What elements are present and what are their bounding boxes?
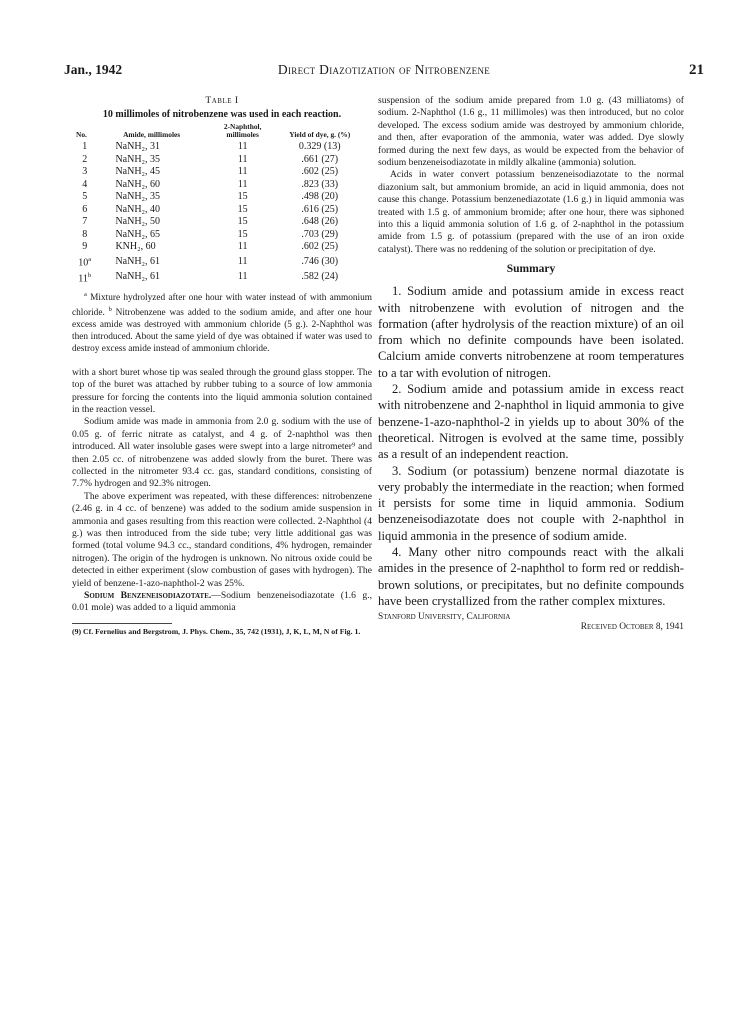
journal-date: Jan., 1942	[64, 62, 123, 77]
row-number	[72, 270, 97, 286]
row-number-text: 2	[82, 153, 88, 165]
row-footnote-mark: a	[88, 255, 92, 263]
yield-cell	[279, 270, 360, 286]
footnote-a: Mixture hydrolyzed after one hour with water instead of with ammonium chloride.	[72, 292, 372, 319]
yield-cell-text: .582 (24)	[301, 271, 339, 283]
results-table	[72, 122, 360, 286]
paragraph: Sodium amide was made in ammonia from 2.0 g. sodium with the use of 0.05 g. of ferric nitrate as catalyst, and 4 g. of 2-naphthol was then introduced. All water insoluble gases were swept into a large nitrometer⁹ and then 2.05 cc. of nitrobenzene was added slowly from the buret. There was collected in the nitrometer 93.4 cc. gas, standard conditions, consisting of 7.7% hydrogen and 92.3% nitrogen.	[72, 416, 372, 490]
yield-cell	[279, 166, 360, 179]
amide-cell	[97, 179, 205, 192]
amide-cell-text: NaNH₂, 50	[115, 216, 161, 228]
naphthol-cell-text: 11	[237, 271, 248, 283]
row-number-text: 3	[82, 166, 88, 178]
amide-cell	[97, 254, 205, 270]
table-row	[72, 179, 360, 192]
row-number	[72, 216, 97, 229]
table-subtitle: 10 millimoles of nitrobenzene was used in each reaction.	[102, 109, 342, 120]
affiliation: Stanford University, California	[378, 612, 511, 623]
naphthol-cell-text: 15	[237, 216, 248, 228]
amide-cell-text: NaNH₂, 61	[115, 255, 161, 267]
amide-cell-text: KNH₂, 60	[115, 241, 156, 253]
amide-cell-text: NaNH₂, 65	[115, 228, 161, 240]
run-in-heading: Sodium Benzeneisodiazotate.	[84, 590, 212, 602]
row-number-text: 6	[82, 203, 88, 215]
naphthol-cell	[206, 204, 280, 217]
summary-heading: Summary	[506, 263, 556, 276]
naphthol-cell-text: 11	[237, 178, 248, 190]
naphthol-cell	[206, 254, 280, 270]
amide-cell-text: NaNH₂, 31	[115, 141, 161, 153]
yield-cell-text: .648 (26)	[301, 216, 339, 228]
col-header-amide: Amide, millimoles	[123, 130, 181, 140]
row-number	[72, 241, 97, 254]
naphthol-cell-text: 11	[237, 153, 248, 165]
yield-cell-text: .616 (25)	[301, 203, 339, 215]
naphthol-cell	[206, 191, 280, 204]
naphthol-cell-text: 15	[237, 191, 248, 203]
row-number	[72, 229, 97, 242]
reference-footnote: (9) Cf. Fernelius and Bergstrom, J. Phys. Chem., 35, 742 (1931), J, K, L, M, N of Fig. 1.	[72, 626, 361, 636]
summary-item: 1. Sodium amide and potassium amide in excess react with nitrobenzene with evolution of nitrogen and the formation (after hydrolysis of the reaction mixture) of an oil from which no definite compounds have been isolated. Calcium amide converts nitrobenzene at room temperatures to a tar with evolution of nitrogen.	[378, 284, 684, 380]
amide-cell-text: NaNH₂, 60	[115, 178, 161, 190]
naphthol-cell	[206, 241, 280, 254]
amide-cell	[97, 191, 205, 204]
row-number-text: 4	[82, 178, 88, 190]
row-number	[72, 191, 97, 204]
yield-cell-text: .498 (20)	[301, 191, 339, 203]
table-row	[72, 216, 360, 229]
table-header-row	[72, 122, 360, 141]
table-row	[72, 166, 360, 179]
col-header-yield: Yield of dye, g. (%)	[289, 130, 351, 140]
paragraph-text: —Sodium benzeneisodiazotate (1.6 g., 0.01 mole) was added to a liquid ammonia	[72, 590, 372, 614]
yield-cell-text: 0.329 (13)	[298, 141, 341, 153]
yield-cell	[279, 154, 360, 167]
row-number	[72, 166, 97, 179]
table-row	[72, 254, 360, 270]
naphthol-cell	[206, 166, 280, 179]
paragraph: The above experiment was repeated, with these differences: nitrobenzene (2.46 g. in 4 cc. of benzene) was added to the sodium amide suspension in ammonia and gases resulting from this reaction were collected. 2-Naphthol (4 g.) was then introduced from the side tube; very little additional gas was formed (total volume 94.3 cc., standard conditions, 4% hydrogen, remainder nitrogen). The origin of the hydrogen is unknown. No nitrous oxide could be detected in either experiment (slow combustion of gases with hydrogen). The yield of benzene-1-azo-naphthol-2 was 25%.	[72, 490, 372, 589]
table-row	[72, 191, 360, 204]
amide-cell-text: NaNH₂, 45	[115, 166, 161, 178]
yield-cell	[279, 241, 360, 254]
row-number-text: 5	[82, 191, 88, 203]
amide-cell-text: NaNH₂, 35	[115, 153, 161, 165]
yield-cell	[279, 141, 360, 154]
footnote-b: Nitrobenzene was added to the sodium amide, and after one hour excess amide was destroyed with ammonium chloride (5 g.). 2-Naphthol was then introduced. About the same yield of dye was obtained if water was used to destroy excess amide instead of ammonium chloride.	[72, 308, 372, 354]
footnote-rule	[72, 623, 172, 624]
paragraph: with a short buret whose tip was sealed through the ground glass stopper. The top of the buret was attached by rubber tubing to a source of low ammonia pressure for forcing the contents into the liquid ammonia solution contained in the reaction vessel.	[72, 366, 372, 415]
naphthol-cell	[206, 216, 280, 229]
paragraph: suspension of the sodium amide prepared from 1.0 g. (43 milliatoms) of sodium. 2-Naphthol (1.6 g., 11 millimoles) was then introduced, but no color developed. The excess sodium amide was destroyed by ammonium chloride, and then, after evaporation of the ammonia, water was added. Dye slowly formed during the next few days, as would be expected from the behavior of sodium benzeneisodiazotate in mildly alkaline (ammonia) solution.	[378, 95, 684, 169]
row-number	[72, 179, 97, 192]
yield-cell	[279, 179, 360, 192]
yield-cell	[279, 204, 360, 217]
page-number: 21	[689, 62, 704, 78]
col-header-naphthol: 2-Naphthol, millimoles	[223, 122, 262, 140]
col-header-no: No.	[76, 130, 87, 140]
row-number-text: 11	[78, 273, 88, 285]
row-number	[72, 141, 97, 154]
table-caption: Table I	[205, 95, 239, 106]
row-number	[72, 154, 97, 167]
row-number-text: 9	[82, 241, 88, 253]
table-footnotes	[72, 289, 372, 356]
table-row	[72, 204, 360, 217]
yield-cell-text: .703 (29)	[301, 228, 339, 240]
yield-cell-text: .602 (25)	[301, 241, 339, 253]
row-number-text: 7	[82, 216, 88, 228]
amide-cell	[97, 204, 205, 217]
naphthol-cell	[206, 179, 280, 192]
amide-cell	[97, 270, 205, 286]
naphthol-cell-text: 11	[237, 141, 248, 153]
amide-cell	[97, 166, 205, 179]
naphthol-cell-text: 15	[237, 203, 248, 215]
table-row	[72, 229, 360, 242]
yield-cell-text: .661 (27)	[301, 153, 339, 165]
yield-cell-text: .823 (33)	[301, 178, 339, 190]
amide-cell-text: NaNH₂, 35	[115, 191, 161, 203]
row-number	[72, 204, 97, 217]
amide-cell-text: NaNH₂, 40	[115, 203, 161, 215]
table-row	[72, 154, 360, 167]
summary-item: 3. Sodium (or potassium) benzene normal diazotate is very probably the intermediate in the reaction; when formed it persists for some time in liquid ammonia. Sodium benzeneisodiazotate does not couple with 2-naphthol in liquid ammonia in the presence of sodium amide.	[378, 463, 684, 543]
amide-cell	[97, 229, 205, 242]
left-column	[72, 95, 372, 637]
naphthol-cell	[206, 154, 280, 167]
table-row	[72, 241, 360, 254]
yield-cell-text: .602 (25)	[301, 166, 339, 178]
naphthol-cell	[206, 229, 280, 242]
naphthol-cell	[206, 270, 280, 286]
naphthol-cell-text: 11	[237, 255, 248, 267]
row-number	[72, 254, 97, 270]
row-number-text: 10	[78, 257, 89, 269]
footnote-a-mark: a	[84, 290, 87, 298]
table-row	[72, 141, 360, 154]
row-number-text: 1	[82, 141, 88, 153]
received-date: Received October 8, 1941	[580, 622, 684, 633]
amide-cell	[97, 216, 205, 229]
yield-cell	[279, 191, 360, 204]
naphthol-cell-text: 11	[237, 166, 248, 178]
naphthol-cell-text: 15	[237, 228, 248, 240]
amide-cell	[97, 141, 205, 154]
table-body	[72, 141, 360, 285]
summary-item: 4. Many other nitro compounds react with the alkali amides in the presence of 2-naphthol to form red or reddish-brown solutions, or precipitates, but no definite compounds have been crystallized from the rather complex mixtures.	[378, 545, 684, 608]
table-row	[72, 270, 360, 286]
footnote-b-mark: b	[108, 306, 112, 314]
yield-cell	[279, 254, 360, 270]
yield-cell	[279, 216, 360, 229]
summary-item: 2. Sodium amide and potassium amide in excess react with nitrobenzene and 2-naphthol in liquid ammonia to give benzene-1-azo-naphthol-2 in yields up to about 30% of the theoretical. Nitrogen is evolved at the same time, possibly as a result of an independent reaction.	[378, 382, 684, 462]
row-footnote-mark: b	[87, 271, 92, 279]
row-number-text: 8	[82, 228, 88, 240]
amide-cell-text: NaNH₂, 61	[115, 271, 161, 283]
paragraph-sodium	[72, 590, 372, 615]
yield-cell	[279, 229, 360, 242]
yield-cell-text: .746 (30)	[301, 255, 339, 267]
amide-cell	[97, 241, 205, 254]
paragraph: Acids in water convert potassium benzeneisodiazotate to the normal diazonium salt, but ammonium bromide, an acid in liquid ammonia, does not cause this change. Potassium benzenediazotate (1.6 g.) in liquid ammonia was treated with 1.5 g. of ammonium bromide; after one hour, there was siphoned into this a liquid ammonia solution of 1.6 g. of 2-naphthol in the potassium amide from 1.5 g. of potassium (prepared with the use of an iron oxide catalyst). There was no reddening of the solution or precipitation of dye.	[378, 169, 684, 255]
running-header	[64, 62, 704, 80]
amide-cell	[97, 154, 205, 167]
right-column	[378, 95, 684, 632]
naphthol-cell-text: 11	[237, 241, 248, 253]
running-title: Direct Diazotization of Nitrobenzene	[277, 62, 491, 77]
naphthol-cell	[206, 141, 280, 154]
